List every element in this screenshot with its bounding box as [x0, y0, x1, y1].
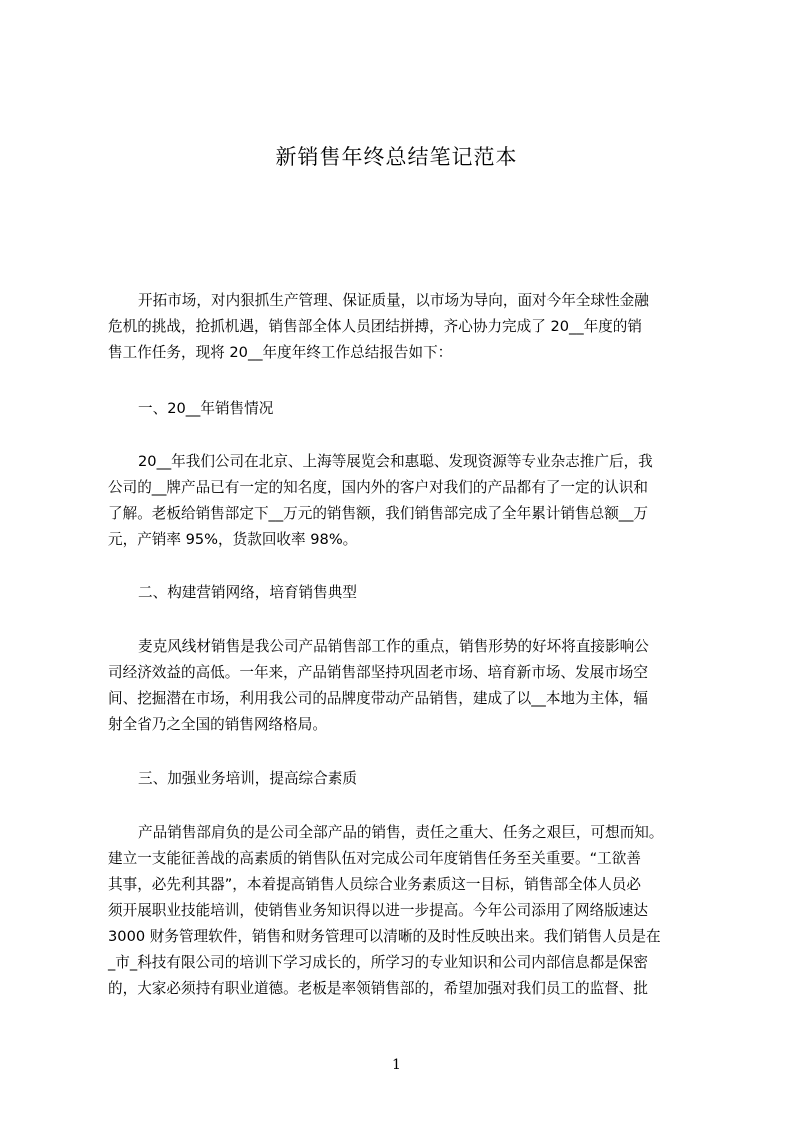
section3-line: 的，大家必须持有职业道德。老板是率领销售部的，希望加强对我们员工的监督、批 — [108, 980, 648, 997]
page-number: 1 — [392, 1057, 401, 1073]
section3-line: 建立一支能征善战的高素质的销售队伍对完成公司年度销售任务至关重要。“工欲善 — [108, 850, 641, 867]
section-heading-2: 二、构建营销网络，培育销售典型 — [138, 584, 357, 601]
section1-line: 20__年我们公司在北京、上海等展览会和惠聪、发现资源等专业杂志推广后，我 — [138, 453, 653, 470]
section3-line: 3000 财务管理软件，销售和财务管理可以清晰的及时性反映出来。我们销售人员是在 — [108, 928, 661, 945]
section-heading-3: 三、加强业务培训，提高综合素质 — [138, 770, 357, 787]
section2-line: 麦克风线材销售是我公司产品销售部工作的重点，销售形势的好坏将直接影响公 — [138, 638, 649, 655]
section1-line: 元，产销率 95%，货款回收率 98%。 — [108, 531, 358, 548]
intro-line: 开拓市场，对内狠抓生产管理、保证质量，以市场为导向，面对今年全球性金融 — [138, 292, 649, 309]
section2-line: 间、挖掘潜在市场，利用我公司的品牌度带动产品销售，建成了以__本地为主体，辐 — [108, 690, 648, 707]
section1-line: 了解。老板给销售部定下__万元的销售额，我们销售部完成了全年累计销售总额__万 — [108, 505, 648, 522]
section2-line: 司经济效益的高低。一年来，产品销售部坚持巩固老市场、培育新市场、发展市场空 — [108, 664, 648, 681]
intro-line: 售工作任务，现将 20__年度年终工作总结报告如下： — [108, 344, 453, 361]
section3-line: 产品销售部肩负的是公司全部产品的销售，责任之重大、任务之艰巨，可想而知。 — [138, 824, 664, 841]
section3-line: _市_科技有限公司的培训下学习成长的，所学习的专业知识和公司内部信息都是保密 — [108, 954, 648, 971]
document-title: 新销售年终总结笔记范本 — [275, 145, 518, 169]
section-heading-1: 一、20__年销售情况 — [138, 400, 274, 417]
intro-line: 危机的挑战，抢抓机遇，销售部全体人员团结拼搏，齐心协力完成了 20__年度的销 — [108, 318, 642, 335]
section1-line: 公司的__牌产品已有一定的知名度，国内外的客户对我们的产品都有了一定的认识和 — [108, 479, 648, 496]
section3-line: 须开展职业技能培训，使销售业务知识得以进一步提高。今年公司添用了网络版速达 — [108, 902, 648, 919]
section2-line: 射全省乃之全国的销售网络格局。 — [108, 716, 327, 733]
section3-line: 其事，必先利其器”，本着提高销售人员综合业务素质这一目标，销售部全体人员必 — [108, 876, 641, 893]
